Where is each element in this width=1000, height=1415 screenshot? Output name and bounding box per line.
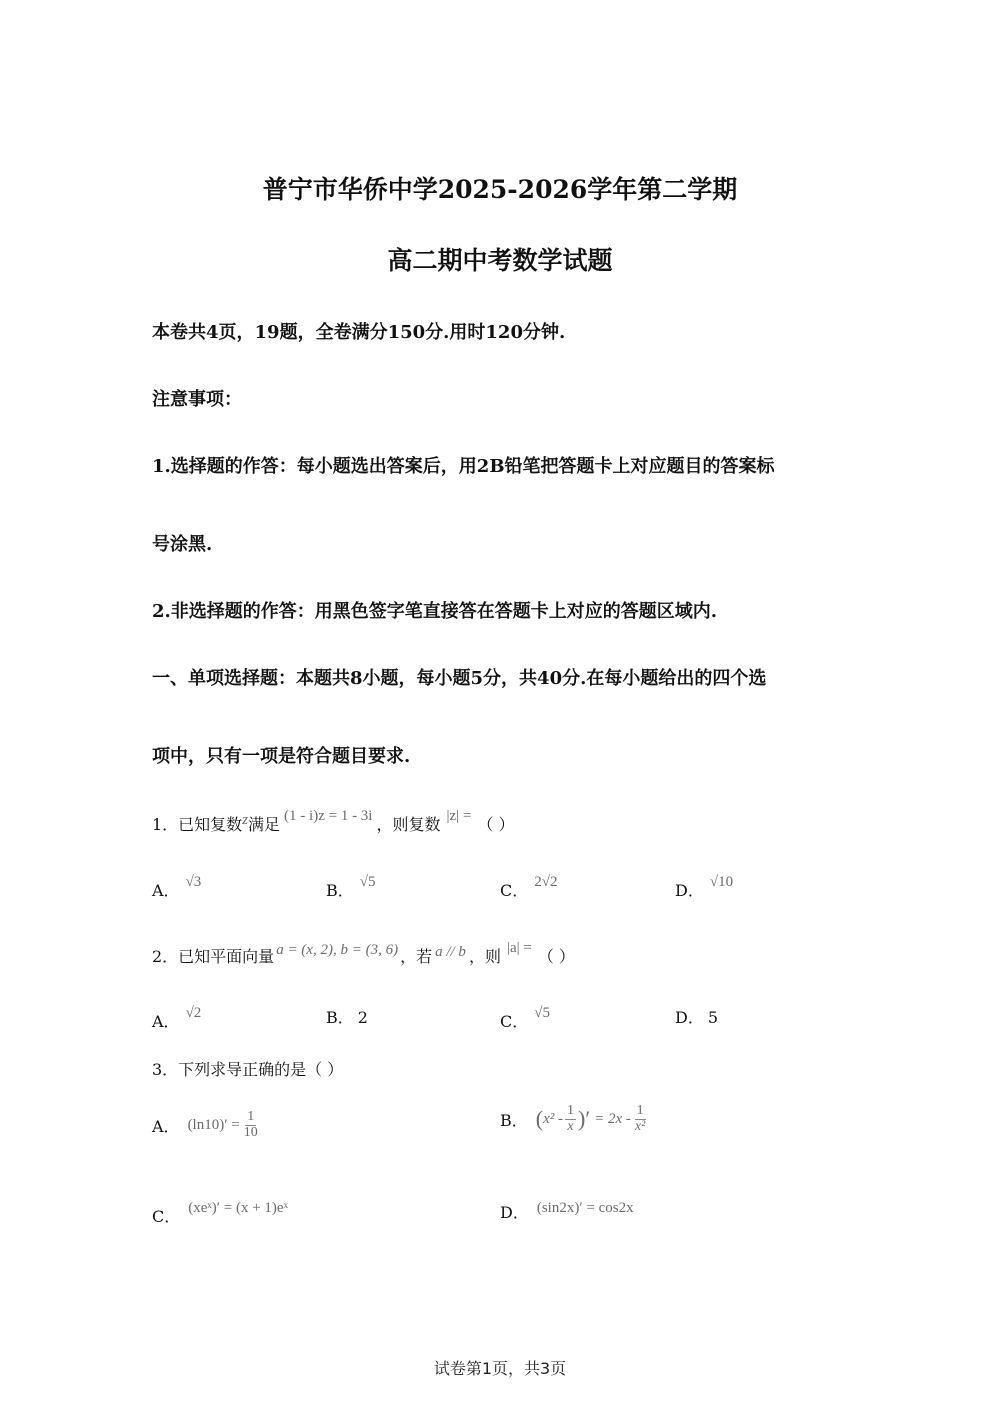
q2-option-c-label: C． bbox=[500, 1012, 529, 1031]
q1-stem-a: 1．已知复数 bbox=[152, 815, 243, 834]
q2-vectors: a = (x, 2), b = (3, 6) bbox=[276, 942, 399, 958]
q2-option-a bbox=[152, 1005, 201, 1032]
q1-ask: |z| = bbox=[446, 808, 472, 824]
q2-option-d-label: D． bbox=[675, 1008, 704, 1027]
q1-option-b-label: B． bbox=[326, 881, 354, 900]
q3-option-c-label: C． bbox=[152, 1207, 181, 1226]
q1-option-c bbox=[500, 874, 557, 901]
q3-option-b bbox=[500, 1104, 649, 1134]
q2-paren: （ ） bbox=[537, 947, 575, 966]
q2-option-a-value: √2 bbox=[185, 1005, 202, 1021]
section1-line1: 一、单项选择题：本题共8小题，每小题5分，共40分.在每小题给出的四个选 bbox=[152, 668, 767, 689]
q1-stem-b: 满足 bbox=[248, 815, 281, 834]
q3-option-b-rhs: = 2x - bbox=[594, 1110, 631, 1127]
q3-option-a-lhs: (ln10)′ = bbox=[187, 1116, 240, 1133]
q1-option-b bbox=[326, 874, 376, 901]
q1-option-b-value: √5 bbox=[359, 874, 376, 890]
q2-option-b-label: B． bbox=[326, 1008, 354, 1027]
q3-option-a bbox=[152, 1110, 262, 1140]
q3-option-a-fraction bbox=[242, 1110, 260, 1140]
q3-option-d-label: D． bbox=[500, 1203, 529, 1222]
q1-paren: （ ） bbox=[477, 815, 515, 834]
q1-equation: (1 - i)z = 1 - 3i bbox=[284, 808, 373, 824]
q2-option-b bbox=[326, 1005, 368, 1028]
q3-option-a-den: 10 bbox=[243, 1124, 258, 1140]
q2-option-c-value: √5 bbox=[534, 1005, 550, 1021]
q2-stem-a: 2．已知平面向量 bbox=[152, 947, 275, 966]
q3-option-a-label: A． bbox=[152, 1116, 180, 1136]
q2-option-d bbox=[675, 1005, 718, 1028]
q3-option-c-value: (xeˣ)′ = (x + 1)eˣ bbox=[188, 1200, 288, 1216]
q1-var: z bbox=[242, 812, 249, 828]
q1-option-a bbox=[152, 874, 201, 901]
q3-option-b-lhs-den: x bbox=[567, 1118, 574, 1134]
q2-option-c bbox=[500, 1005, 550, 1032]
q3-option-b-rhs-den: x² bbox=[634, 1118, 646, 1134]
q3-option-b-rhs-fraction bbox=[633, 1104, 647, 1134]
q2-ask: |a| = bbox=[506, 940, 532, 956]
question-1 bbox=[152, 808, 514, 835]
q3-option-b-lhs-fraction bbox=[565, 1104, 576, 1134]
q3-option-b-label: B． bbox=[500, 1110, 528, 1130]
q1-option-d bbox=[675, 874, 733, 901]
section1-line2: 项中，只有一项是符合题目要求. bbox=[152, 746, 411, 767]
notes-heading: 注意事项： bbox=[152, 389, 242, 410]
q3-option-c bbox=[152, 1200, 288, 1227]
q2-option-a-label: A． bbox=[152, 1012, 180, 1031]
q3-option-d bbox=[500, 1200, 634, 1223]
q1-option-c-value: 2√2 bbox=[534, 874, 558, 890]
q3-option-b-lhs-num: 1 bbox=[567, 1103, 574, 1118]
q3-option-d-value: (sin2x)′ = cos2x bbox=[536, 1200, 634, 1216]
q3-option-b-lhs: x² - bbox=[543, 1110, 563, 1127]
note-item1-line2: 号涂黑. bbox=[152, 534, 213, 555]
q1-option-d-value: √10 bbox=[709, 874, 734, 890]
exam-intro: 本卷共4页，19题，全卷满分150分.用时120分钟. bbox=[152, 322, 566, 343]
q2-option-d-value: 5 bbox=[707, 1008, 719, 1027]
page-footer: 试卷第1页，共3页 bbox=[433, 1359, 567, 1378]
q2-option-b-value: 2 bbox=[357, 1008, 368, 1027]
q1-option-c-label: C． bbox=[500, 881, 529, 900]
q3-option-b-lparen: ( bbox=[535, 1106, 544, 1132]
q3-option-b-rhs-num: 1 bbox=[636, 1103, 644, 1118]
note-item2: 2.非选择题的作答：用黑色签字笔直接答在答题卡上对应的答题区域内. bbox=[152, 601, 718, 622]
q3-option-a-num: 1 bbox=[247, 1109, 255, 1124]
q1-stem-c: ，则复数 bbox=[376, 815, 441, 834]
q1-option-a-label: A． bbox=[152, 881, 180, 900]
question-2 bbox=[152, 940, 575, 967]
exam-title-line2: 高二期中考数学试题 bbox=[387, 246, 613, 275]
exam-title-line1: 普宁市华侨中学2025-2026学年第二学期 bbox=[262, 175, 738, 204]
note-item1-line1: 1.选择题的作答：每小题选出答案后，用2B铅笔把答题卡上对应题目的答案标 bbox=[152, 456, 775, 477]
q3-option-b-rparen: )′ bbox=[578, 1106, 591, 1132]
q2-stem-c: ，则 bbox=[468, 947, 501, 966]
q2-stem-b: ，若 bbox=[400, 947, 433, 966]
q2-condition: a // b bbox=[435, 944, 466, 960]
q1-option-a-value: √3 bbox=[185, 874, 202, 890]
q1-option-d-label: D． bbox=[675, 881, 704, 900]
question-3: 3．下列求导正确的是（ ） bbox=[152, 1060, 344, 1079]
